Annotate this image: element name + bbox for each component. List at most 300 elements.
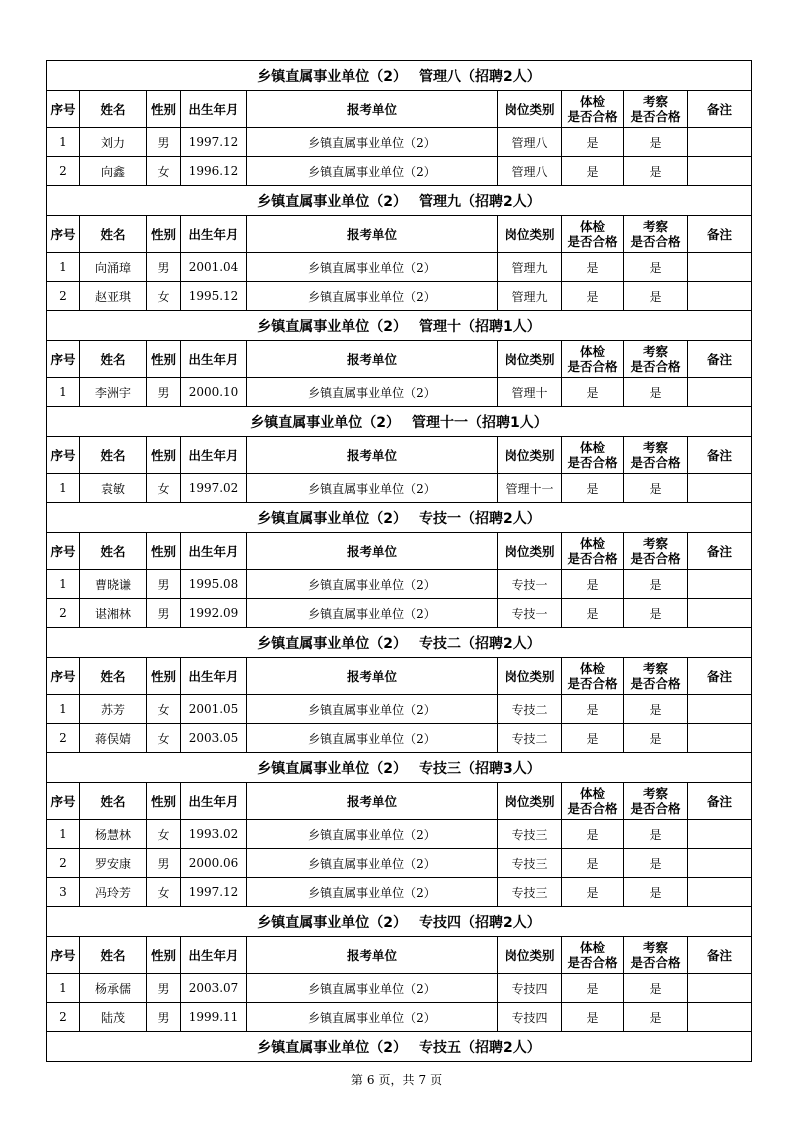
header-unit: 报考单位 <box>247 341 498 378</box>
cell-seq: 1 <box>47 378 80 407</box>
cell-gender: 男 <box>147 378 181 407</box>
cell-name: 赵亚琪 <box>80 282 147 311</box>
header-post: 岗位类别 <box>498 216 562 253</box>
header-post: 岗位类别 <box>498 341 562 378</box>
cell-note <box>688 724 752 753</box>
header-post: 岗位类别 <box>498 437 562 474</box>
table-row <box>47 724 752 753</box>
cell-gender: 男 <box>147 974 181 1003</box>
header-physical <box>562 91 624 128</box>
cell-seq: 2 <box>47 849 80 878</box>
section-title-row <box>47 907 752 937</box>
cell-birth: 2000.10 <box>181 378 247 407</box>
cell-post: 专技三 <box>498 820 562 849</box>
cell-note <box>688 849 752 878</box>
cell-gender: 男 <box>147 1003 181 1032</box>
header-birth: 出生年月 <box>181 216 247 253</box>
header-physical-line2: 是否合格 <box>567 676 618 691</box>
cell-gender: 男 <box>147 253 181 282</box>
header-unit: 报考单位 <box>247 783 498 820</box>
cell-note <box>688 378 752 407</box>
section-unit: 乡镇直属事业单位（2） <box>257 914 407 931</box>
cell-unit: 乡镇直属事业单位（2） <box>247 282 498 311</box>
header-row <box>47 937 752 974</box>
cell-review: 是 <box>624 157 688 186</box>
header-name: 姓名 <box>80 91 147 128</box>
cell-seq: 3 <box>47 878 80 907</box>
cell-note <box>688 820 752 849</box>
cell-gender: 女 <box>147 157 181 186</box>
section-title-row <box>47 503 752 533</box>
cell-review: 是 <box>624 378 688 407</box>
cell-review: 是 <box>624 253 688 282</box>
section-title-row <box>47 1032 752 1062</box>
header-note: 备注 <box>688 437 752 474</box>
cell-review: 是 <box>624 1003 688 1032</box>
header-physical <box>562 533 624 570</box>
header-physical-line2: 是否合格 <box>567 109 618 124</box>
cell-physical: 是 <box>562 849 624 878</box>
header-name: 姓名 <box>80 533 147 570</box>
section-title <box>47 503 752 533</box>
footer-prefix: 第 <box>350 1073 363 1087</box>
cell-review: 是 <box>624 570 688 599</box>
header-seq: 序号 <box>47 91 80 128</box>
header-seq: 序号 <box>47 937 80 974</box>
cell-gender: 女 <box>147 724 181 753</box>
header-name: 姓名 <box>80 658 147 695</box>
header-review-line2: 是否合格 <box>630 234 681 249</box>
cell-name: 刘力 <box>80 128 147 157</box>
cell-gender: 男 <box>147 128 181 157</box>
cell-name: 蒋俣婧 <box>80 724 147 753</box>
cell-physical: 是 <box>562 378 624 407</box>
cell-note <box>688 474 752 503</box>
section-post: 专技一 <box>419 510 461 527</box>
footer-page-number: 6 <box>366 1073 375 1087</box>
cell-review: 是 <box>624 724 688 753</box>
header-note: 备注 <box>688 341 752 378</box>
header-seq: 序号 <box>47 341 80 378</box>
results-table <box>46 60 752 1062</box>
cell-note <box>688 974 752 1003</box>
cell-physical: 是 <box>562 974 624 1003</box>
table-row <box>47 157 752 186</box>
cell-note <box>688 1003 752 1032</box>
cell-physical: 是 <box>562 599 624 628</box>
cell-post: 专技四 <box>498 974 562 1003</box>
header-gender: 性别 <box>147 658 181 695</box>
table-row <box>47 849 752 878</box>
header-review-line2: 是否合格 <box>630 455 681 470</box>
cell-name: 向涌璋 <box>80 253 147 282</box>
header-review <box>624 341 688 378</box>
cell-note <box>688 282 752 311</box>
cell-birth: 1993.02 <box>181 820 247 849</box>
cell-unit: 乡镇直属事业单位（2） <box>247 128 498 157</box>
cell-seq: 1 <box>47 128 80 157</box>
cell-name: 袁敏 <box>80 474 147 503</box>
cell-birth: 1995.08 <box>181 570 247 599</box>
section-title <box>47 1032 752 1062</box>
cell-gender: 女 <box>147 282 181 311</box>
header-note: 备注 <box>688 937 752 974</box>
header-review <box>624 437 688 474</box>
cell-seq: 1 <box>47 820 80 849</box>
header-review <box>624 216 688 253</box>
header-review-line1: 考察 <box>642 94 668 109</box>
section-post: 管理九 <box>419 193 461 210</box>
header-physical <box>562 216 624 253</box>
header-physical-line1: 体检 <box>579 661 605 676</box>
cell-review: 是 <box>624 820 688 849</box>
header-post: 岗位类别 <box>498 533 562 570</box>
cell-gender: 男 <box>147 599 181 628</box>
section-post: 管理十一 <box>412 414 468 431</box>
section-quota: （招聘2人） <box>461 193 541 210</box>
header-birth: 出生年月 <box>181 341 247 378</box>
header-physical-line2: 是否合格 <box>567 359 618 374</box>
section-title-row <box>47 311 752 341</box>
header-note: 备注 <box>688 783 752 820</box>
cell-birth: 2003.07 <box>181 974 247 1003</box>
section-title <box>47 61 752 91</box>
cell-review: 是 <box>624 128 688 157</box>
cell-post: 管理九 <box>498 282 562 311</box>
table-row <box>47 695 752 724</box>
table-row <box>47 378 752 407</box>
section-title-row <box>47 753 752 783</box>
cell-physical: 是 <box>562 1003 624 1032</box>
header-physical <box>562 937 624 974</box>
cell-review: 是 <box>624 474 688 503</box>
cell-review: 是 <box>624 599 688 628</box>
cell-seq: 1 <box>47 974 80 1003</box>
header-physical-line2: 是否合格 <box>567 801 618 816</box>
header-post: 岗位类别 <box>498 91 562 128</box>
cell-birth: 1997.12 <box>181 128 247 157</box>
table-row <box>47 253 752 282</box>
header-name: 姓名 <box>80 783 147 820</box>
header-review-line2: 是否合格 <box>630 801 681 816</box>
cell-post: 管理十 <box>498 378 562 407</box>
header-physical-line2: 是否合格 <box>567 551 618 566</box>
cell-note <box>688 128 752 157</box>
section-title <box>47 311 752 341</box>
cell-birth: 1999.11 <box>181 1003 247 1032</box>
page-footer <box>0 1071 793 1088</box>
table-row <box>47 128 752 157</box>
cell-name: 向鑫 <box>80 157 147 186</box>
header-seq: 序号 <box>47 437 80 474</box>
cell-gender: 男 <box>147 570 181 599</box>
header-unit: 报考单位 <box>247 658 498 695</box>
header-review-line2: 是否合格 <box>630 676 681 691</box>
cell-note <box>688 878 752 907</box>
section-unit: 乡镇直属事业单位（2） <box>257 635 407 652</box>
cell-name: 李洲宇 <box>80 378 147 407</box>
cell-seq: 2 <box>47 1003 80 1032</box>
cell-seq: 2 <box>47 724 80 753</box>
cell-name: 谌湘林 <box>80 599 147 628</box>
cell-physical: 是 <box>562 128 624 157</box>
cell-birth: 2001.04 <box>181 253 247 282</box>
header-review <box>624 937 688 974</box>
cell-birth: 1995.12 <box>181 282 247 311</box>
header-name: 姓名 <box>80 341 147 378</box>
cell-birth: 2003.05 <box>181 724 247 753</box>
header-birth: 出生年月 <box>181 658 247 695</box>
cell-note <box>688 570 752 599</box>
cell-review: 是 <box>624 695 688 724</box>
section-quota: （招聘2人） <box>461 510 541 527</box>
cell-physical: 是 <box>562 474 624 503</box>
cell-birth: 1992.09 <box>181 599 247 628</box>
header-review-line1: 考察 <box>642 344 668 359</box>
cell-review: 是 <box>624 974 688 1003</box>
cell-seq: 2 <box>47 282 80 311</box>
section-unit: 乡镇直属事业单位（2） <box>257 1039 407 1056</box>
section-title <box>47 907 752 937</box>
header-name: 姓名 <box>80 216 147 253</box>
cell-unit: 乡镇直属事业单位（2） <box>247 974 498 1003</box>
cell-post: 专技一 <box>498 599 562 628</box>
cell-birth: 1997.02 <box>181 474 247 503</box>
header-row <box>47 533 752 570</box>
cell-gender: 女 <box>147 878 181 907</box>
header-note: 备注 <box>688 533 752 570</box>
table-row <box>47 820 752 849</box>
header-unit: 报考单位 <box>247 437 498 474</box>
section-quota: （招聘1人） <box>461 318 541 335</box>
table-row <box>47 474 752 503</box>
cell-unit: 乡镇直属事业单位（2） <box>247 724 498 753</box>
header-review <box>624 783 688 820</box>
section-quota: （招聘2人） <box>461 914 541 931</box>
cell-physical: 是 <box>562 282 624 311</box>
cell-unit: 乡镇直属事业单位（2） <box>247 378 498 407</box>
cell-post: 专技二 <box>498 724 562 753</box>
cell-unit: 乡镇直属事业单位（2） <box>247 820 498 849</box>
cell-physical: 是 <box>562 253 624 282</box>
cell-note <box>688 253 752 282</box>
cell-name: 杨慧林 <box>80 820 147 849</box>
header-birth: 出生年月 <box>181 437 247 474</box>
cell-review: 是 <box>624 849 688 878</box>
header-physical-line2: 是否合格 <box>567 455 618 470</box>
cell-unit: 乡镇直属事业单位（2） <box>247 695 498 724</box>
header-review-line2: 是否合格 <box>630 551 681 566</box>
header-review <box>624 91 688 128</box>
cell-unit: 乡镇直属事业单位（2） <box>247 570 498 599</box>
cell-birth: 2000.06 <box>181 849 247 878</box>
header-review-line2: 是否合格 <box>630 955 681 970</box>
header-name: 姓名 <box>80 937 147 974</box>
header-gender: 性别 <box>147 937 181 974</box>
section-title-row <box>47 61 752 91</box>
header-physical-line1: 体检 <box>579 440 605 455</box>
footer-mid: 页，共 <box>378 1073 415 1087</box>
section-post: 专技三 <box>419 760 461 777</box>
section-title-row <box>47 407 752 437</box>
cell-seq: 1 <box>47 695 80 724</box>
table-row <box>47 878 752 907</box>
cell-post: 管理八 <box>498 157 562 186</box>
cell-name: 苏芳 <box>80 695 147 724</box>
section-title <box>47 628 752 658</box>
header-physical <box>562 658 624 695</box>
section-quota: （招聘2人） <box>461 1039 541 1056</box>
section-title <box>47 407 752 437</box>
table-row <box>47 1003 752 1032</box>
section-unit: 乡镇直属事业单位（2） <box>257 68 407 85</box>
table-row <box>47 570 752 599</box>
cell-name: 陆茂 <box>80 1003 147 1032</box>
cell-physical: 是 <box>562 820 624 849</box>
section-title <box>47 753 752 783</box>
section-unit: 乡镇直属事业单位（2） <box>250 414 400 431</box>
header-row <box>47 658 752 695</box>
cell-post: 管理十一 <box>498 474 562 503</box>
cell-gender: 男 <box>147 849 181 878</box>
header-review <box>624 533 688 570</box>
header-physical-line1: 体检 <box>579 536 605 551</box>
section-title <box>47 186 752 216</box>
header-unit: 报考单位 <box>247 533 498 570</box>
cell-unit: 乡镇直属事业单位（2） <box>247 599 498 628</box>
section-unit: 乡镇直属事业单位（2） <box>257 510 407 527</box>
header-row <box>47 783 752 820</box>
cell-seq: 2 <box>47 157 80 186</box>
cell-physical: 是 <box>562 570 624 599</box>
header-review-line2: 是否合格 <box>630 359 681 374</box>
footer-suffix: 页 <box>430 1073 443 1087</box>
header-post: 岗位类别 <box>498 658 562 695</box>
header-unit: 报考单位 <box>247 937 498 974</box>
section-quota: （招聘2人） <box>461 635 541 652</box>
cell-post: 专技一 <box>498 570 562 599</box>
header-review-line1: 考察 <box>642 940 668 955</box>
cell-gender: 女 <box>147 474 181 503</box>
cell-gender: 女 <box>147 820 181 849</box>
cell-post: 管理九 <box>498 253 562 282</box>
section-post: 专技四 <box>419 914 461 931</box>
header-physical-line1: 体检 <box>579 940 605 955</box>
section-post: 专技二 <box>419 635 461 652</box>
section-quota: （招聘3人） <box>461 760 541 777</box>
header-note: 备注 <box>688 91 752 128</box>
header-birth: 出生年月 <box>181 937 247 974</box>
header-unit: 报考单位 <box>247 216 498 253</box>
cell-name: 罗安康 <box>80 849 147 878</box>
header-birth: 出生年月 <box>181 533 247 570</box>
header-post: 岗位类别 <box>498 783 562 820</box>
cell-review: 是 <box>624 282 688 311</box>
header-physical-line1: 体检 <box>579 344 605 359</box>
cell-unit: 乡镇直属事业单位（2） <box>247 1003 498 1032</box>
section-post: 专技五 <box>419 1039 461 1056</box>
header-note: 备注 <box>688 658 752 695</box>
header-birth: 出生年月 <box>181 783 247 820</box>
cell-seq: 1 <box>47 474 80 503</box>
cell-seq: 1 <box>47 253 80 282</box>
section-post: 管理十 <box>419 318 461 335</box>
header-review <box>624 658 688 695</box>
cell-post: 专技二 <box>498 695 562 724</box>
cell-name: 冯玲芳 <box>80 878 147 907</box>
cell-unit: 乡镇直属事业单位（2） <box>247 878 498 907</box>
cell-seq: 1 <box>47 570 80 599</box>
header-physical <box>562 437 624 474</box>
header-review-line1: 考察 <box>642 440 668 455</box>
header-gender: 性别 <box>147 437 181 474</box>
cell-note <box>688 599 752 628</box>
cell-physical: 是 <box>562 878 624 907</box>
cell-unit: 乡镇直属事业单位（2） <box>247 474 498 503</box>
cell-physical: 是 <box>562 724 624 753</box>
section-quota: （招聘2人） <box>461 68 541 85</box>
cell-unit: 乡镇直属事业单位（2） <box>247 253 498 282</box>
header-gender: 性别 <box>147 91 181 128</box>
header-physical-line1: 体检 <box>579 219 605 234</box>
cell-note <box>688 157 752 186</box>
table-row <box>47 599 752 628</box>
header-birth: 出生年月 <box>181 91 247 128</box>
header-row <box>47 341 752 378</box>
section-unit: 乡镇直属事业单位（2） <box>257 760 407 777</box>
cell-physical: 是 <box>562 157 624 186</box>
cell-birth: 1997.12 <box>181 878 247 907</box>
cell-post: 专技三 <box>498 849 562 878</box>
cell-seq: 2 <box>47 599 80 628</box>
header-physical-line1: 体检 <box>579 786 605 801</box>
cell-birth: 1996.12 <box>181 157 247 186</box>
header-name: 姓名 <box>80 437 147 474</box>
header-post: 岗位类别 <box>498 937 562 974</box>
header-gender: 性别 <box>147 216 181 253</box>
table-row <box>47 974 752 1003</box>
cell-unit: 乡镇直属事业单位（2） <box>247 849 498 878</box>
header-review-line1: 考察 <box>642 536 668 551</box>
header-seq: 序号 <box>47 783 80 820</box>
section-unit: 乡镇直属事业单位（2） <box>257 193 407 210</box>
cell-gender: 女 <box>147 695 181 724</box>
header-gender: 性别 <box>147 533 181 570</box>
header-note: 备注 <box>688 216 752 253</box>
header-seq: 序号 <box>47 216 80 253</box>
cell-unit: 乡镇直属事业单位（2） <box>247 157 498 186</box>
header-physical <box>562 341 624 378</box>
header-unit: 报考单位 <box>247 91 498 128</box>
cell-name: 曹晓谦 <box>80 570 147 599</box>
section-quota: （招聘1人） <box>468 414 548 431</box>
section-title-row <box>47 186 752 216</box>
cell-birth: 2001.05 <box>181 695 247 724</box>
cell-post: 管理八 <box>498 128 562 157</box>
cell-review: 是 <box>624 878 688 907</box>
header-physical <box>562 783 624 820</box>
header-review-line1: 考察 <box>642 786 668 801</box>
section-unit: 乡镇直属事业单位（2） <box>257 318 407 335</box>
section-title-row <box>47 628 752 658</box>
table-row <box>47 282 752 311</box>
header-row <box>47 216 752 253</box>
header-gender: 性别 <box>147 341 181 378</box>
header-gender: 性别 <box>147 783 181 820</box>
cell-post: 专技四 <box>498 1003 562 1032</box>
header-row <box>47 437 752 474</box>
header-seq: 序号 <box>47 533 80 570</box>
